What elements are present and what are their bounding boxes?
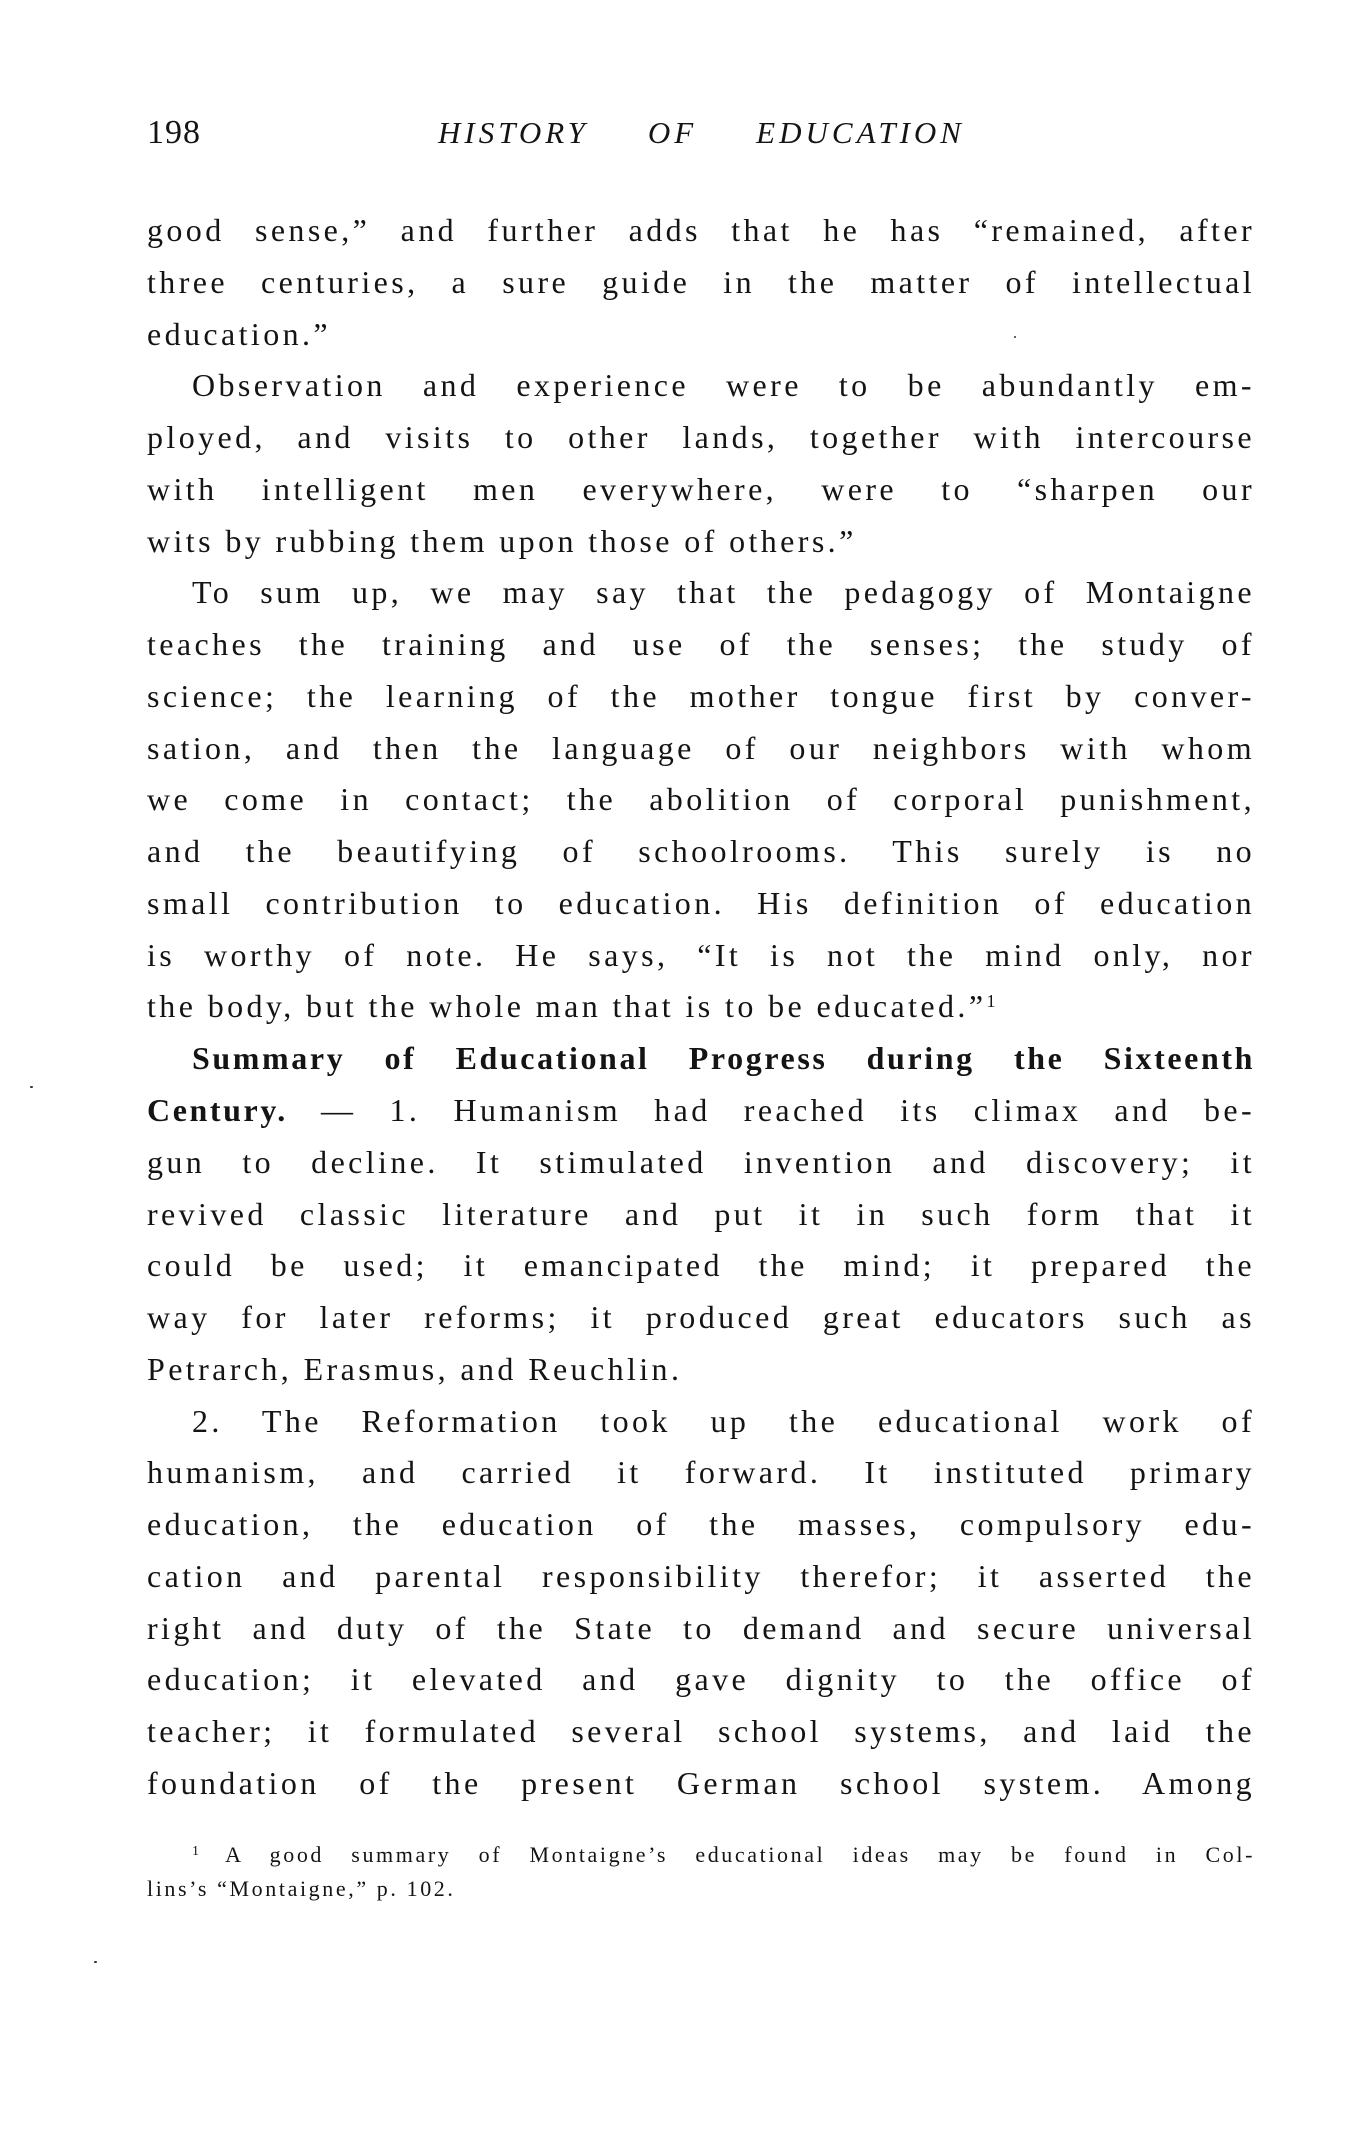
text-line xyxy=(147,1085,1255,1137)
text-line: Observation and experience were to be abundantly em- xyxy=(192,367,1255,404)
text-line xyxy=(147,981,1255,1033)
text-line: ployed, and visits to other lands, together with intercourse xyxy=(147,419,1255,456)
text-line: good sense,” and further adds that he has “remained, after xyxy=(147,212,1255,248)
text-line-content: the body, but the whole man that is to be educated.” xyxy=(147,988,987,1025)
paragraph-sum-up xyxy=(147,567,1255,1033)
text-line: could be used; it emancipated the mind; it prepared the xyxy=(147,1247,1255,1284)
text-line: teaches the training and use of the senses; the study of xyxy=(147,626,1255,663)
text-line: right and duty of the State to demand and secure universal xyxy=(147,1609,1255,1646)
text-line: teacher; it formulated several school systems, and laid the xyxy=(147,1713,1255,1750)
text-line: education; it elevated and gave dignity to the office of xyxy=(147,1661,1255,1698)
scan-speck xyxy=(1014,336,1016,338)
body-text xyxy=(147,205,1255,1810)
running-title: HISTORY OF EDUCATION xyxy=(438,115,965,150)
text-line: 2. The Reformation took up the educational work of xyxy=(192,1402,1255,1439)
scan-speck xyxy=(30,1086,33,1088)
text-line: is worthy of note. He says, “It is not the mind only, nor xyxy=(147,936,1255,973)
paragraph-continuation xyxy=(147,205,1255,360)
footnote-reference[interactable]: 1 xyxy=(986,991,996,1012)
footnote-line xyxy=(147,1838,1255,1872)
text-line: wits by rubbing them upon those of others.” xyxy=(147,522,857,559)
paragraph-observation xyxy=(147,360,1255,567)
running-head xyxy=(147,112,1255,154)
text-line: To sum up, we may say that the pedagogy of Montaigne xyxy=(192,574,1255,611)
paragraph-summary xyxy=(147,1033,1255,1395)
text-line: humanism, and carried it forward. It instituted primary xyxy=(147,1454,1255,1491)
page-number: 198 xyxy=(147,114,201,151)
text-line: small contribution to education. His definition of education xyxy=(147,884,1255,921)
text-line: we come in contact; the abolition of corporal punishment, xyxy=(147,781,1255,818)
footnote-marker: 1 xyxy=(192,1844,199,1859)
text-line: education.” xyxy=(147,315,331,352)
scan-speck xyxy=(94,1961,97,1963)
section-heading-end: Century. xyxy=(147,1092,288,1129)
text-line: and the beautifying of schoolrooms. This surely is no xyxy=(147,833,1255,870)
text-line: foundation of the present German school system. Among xyxy=(147,1764,1255,1801)
text-line: education, the education of the masses, compulsory edu- xyxy=(147,1506,1255,1543)
text-line: cation and parental responsibility therefor; it asserted the xyxy=(147,1557,1255,1594)
text-line: with intelligent men everywhere, were to “sharpen our xyxy=(147,470,1255,507)
footnote-text: A good summary of Montaigne’s educational ideas may be found in Col- xyxy=(199,1842,1255,1867)
text-line: gun to decline. It stimulated invention and discovery; it xyxy=(147,1143,1255,1180)
text-line: three centuries, a sure guide in the matter of intellectual xyxy=(147,263,1255,300)
footnotes xyxy=(147,1838,1255,1906)
text-line-content: — 1. Humanism had reached its climax and be- xyxy=(287,1092,1255,1129)
section-heading-line: Summary of Educational Progress during the Sixteenth xyxy=(192,1040,1255,1077)
text-line: science; the learning of the mother tongue first by conver- xyxy=(147,677,1255,714)
text-line: way for later reforms; it produced great educators such as xyxy=(147,1299,1255,1336)
paragraph-reformation xyxy=(147,1396,1255,1810)
text-line: sation, and then the language of our neighbors with whom xyxy=(147,729,1255,766)
text-line: Petrarch, Erasmus, and Reuchlin. xyxy=(147,1350,683,1387)
text-line: revived classic literature and put it in such form that it xyxy=(147,1195,1255,1232)
footnote-line: lins’s “Montaigne,” p. 102. xyxy=(147,1876,456,1901)
